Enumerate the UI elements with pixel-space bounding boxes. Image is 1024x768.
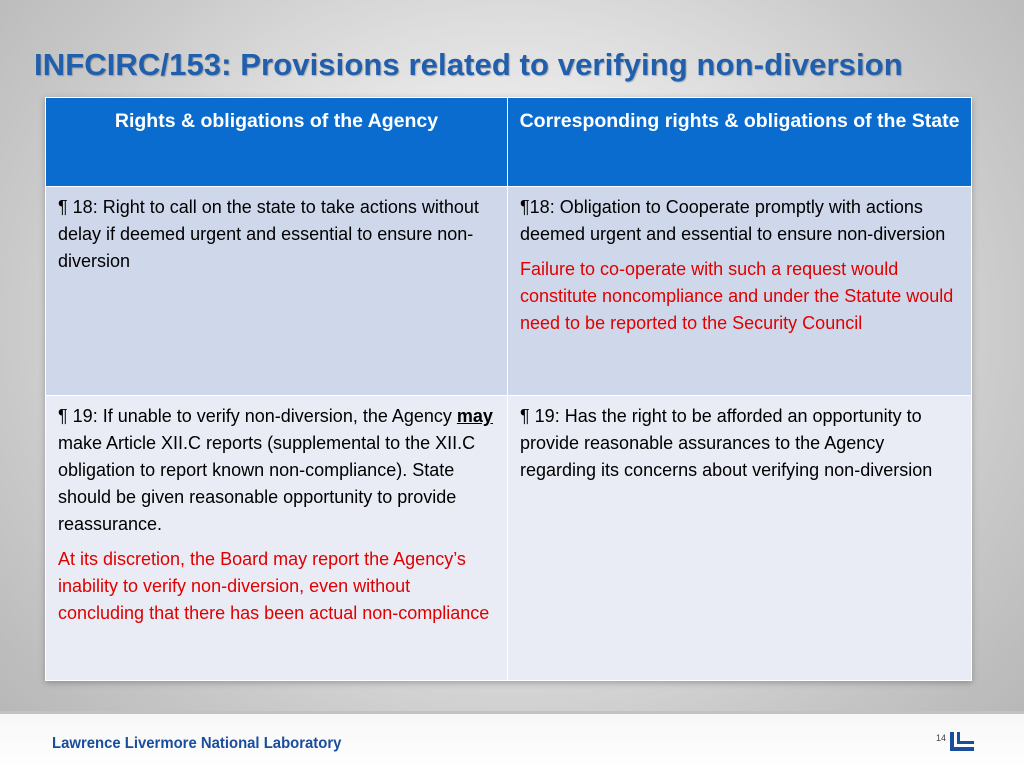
agency-para-19-note: At its discretion, the Board may report the Agency’s inability to verify non-diversion, even without concluding that there has been actual non-compliance xyxy=(58,549,490,623)
cell-agency-para-18 xyxy=(46,187,508,396)
state-para-19-text: ¶ 19: Has the right to be afforded an opportunity to provide reasonable assurances to the Agency regarding its concerns about verifying non-diversion xyxy=(520,406,933,480)
agency-para-19-text-end: make Article XII.C reports (supplemental to the XII.C obligation to report known non-compliance). State should be given reasonable opportunity to provide reassurance. xyxy=(58,433,476,534)
agency-para-19-text-start: ¶ 19: If unable to verify non-diversion, the Agency xyxy=(58,406,457,426)
provisions-table xyxy=(45,97,972,681)
table-header-row xyxy=(46,98,972,187)
footer-organization: Lawrence Livermore National Laboratory xyxy=(52,735,342,752)
cell-state-para-18 xyxy=(508,187,972,396)
agency-para-19-emphasis: may xyxy=(456,406,493,426)
table-row xyxy=(46,187,972,396)
agency-para-19-text xyxy=(58,403,495,538)
state-para-18-note: Failure to co-operate with such a request would constitute noncompliance and under the Statute would need to be reported to the Security Council xyxy=(520,259,954,333)
table-row xyxy=(46,396,972,681)
llnl-logo-icon xyxy=(948,730,976,754)
state-para-18-text: ¶18: Obligation to Cooperate promptly with actions deemed urgent and essential to ensure non-diversion xyxy=(520,197,946,244)
cell-agency-para-19 xyxy=(46,396,508,681)
header-agency: Rights & obligations of the Agency xyxy=(46,98,508,187)
cell-state-para-19 xyxy=(508,396,972,681)
header-state: Corresponding rights & obligations of the State xyxy=(508,98,972,187)
page-number: 14 xyxy=(936,733,947,743)
agency-para-18-text: ¶ 18: Right to call on the state to take actions without delay if deemed urgent and essential to ensure non-diversion xyxy=(58,197,479,271)
slide-title: INFCIRC/153: Provisions related to verifying non-diversion xyxy=(34,47,903,82)
